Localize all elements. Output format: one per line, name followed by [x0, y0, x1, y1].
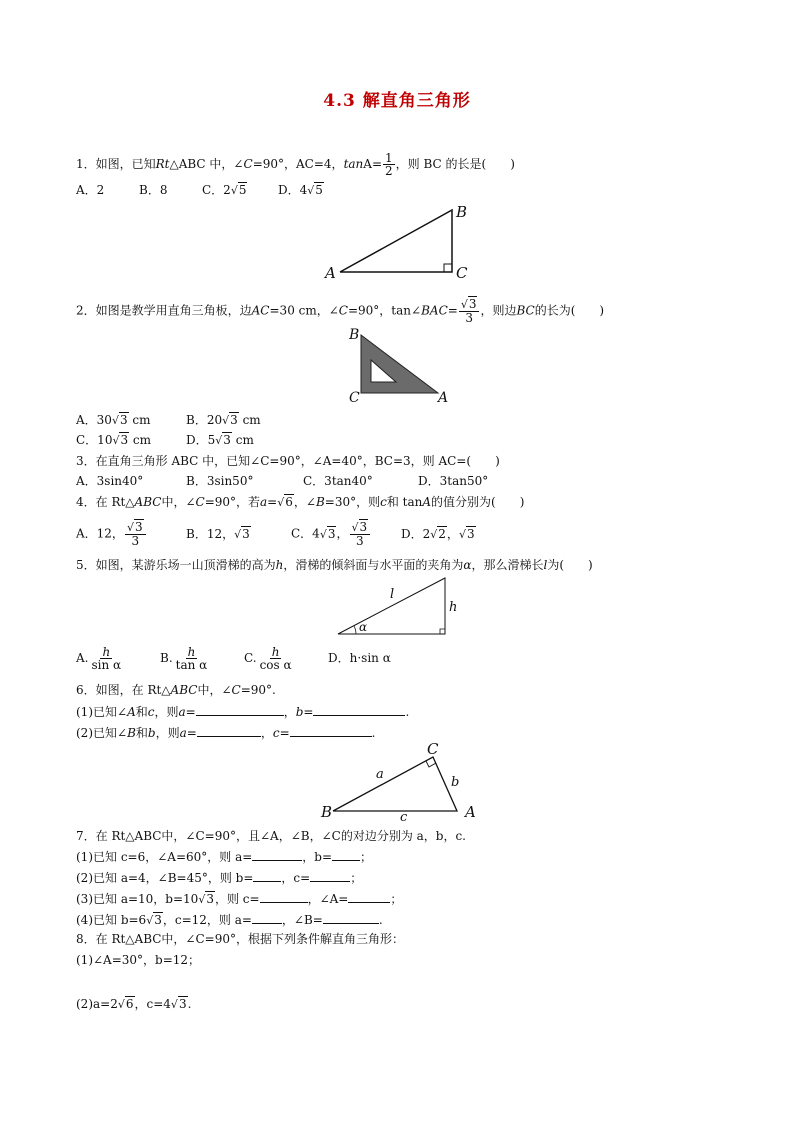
q5-options — [76, 642, 391, 674]
q6-var: c — [147, 705, 155, 719]
q6-stem — [76, 682, 276, 698]
answer-blank[interactable] — [323, 911, 379, 924]
option-text: B．12， — [186, 526, 235, 541]
q1-options — [76, 182, 324, 199]
sqrt-value: 3 — [327, 526, 336, 541]
q2-options-row2 — [76, 432, 254, 449]
option-text: C．2 — [202, 183, 231, 197]
sqrt-value: 6 — [285, 495, 293, 509]
q6-text: = — [279, 726, 290, 740]
q4-text: 中，∠ — [161, 495, 196, 509]
q7-text: ，∠A= — [307, 892, 349, 906]
sqrt-value: 3 — [468, 297, 477, 311]
right-angle-mark — [444, 264, 452, 272]
fraction-numerator: √3 — [350, 521, 371, 535]
set-square-shape — [361, 335, 438, 393]
option-text: A. — [76, 650, 89, 665]
q6-var: a — [179, 726, 187, 740]
q5-option-c — [244, 646, 328, 671]
q5-var: l — [543, 558, 548, 572]
fraction-denominator: 3 — [356, 534, 364, 548]
q5-stem — [76, 557, 593, 573]
option-text: D．5 — [186, 433, 216, 447]
separator: ， — [336, 526, 349, 541]
q1-text: 1．如图，已知 — [76, 157, 156, 171]
fraction-denominator: sin α — [91, 657, 122, 672]
q1-var: C — [243, 157, 253, 171]
page-title: 4.3 解直角三角形 — [323, 91, 471, 111]
q5-option-b — [160, 646, 244, 671]
q6-text: ，则 — [155, 726, 180, 740]
q6-text: (1)已知∠ — [76, 705, 128, 719]
q6-text: 和 — [135, 726, 148, 740]
q4-var: ABC — [134, 495, 162, 509]
q6-text: ，则 — [154, 705, 179, 719]
q7-part1 — [76, 848, 372, 865]
q8-text: (2)a=2 — [76, 997, 118, 1011]
q2-option-b: B．20√3 cm — [186, 413, 261, 427]
sqrt-value: 5 — [315, 183, 323, 197]
vertex-label-a: A — [465, 803, 476, 821]
q8-text: . — [187, 997, 192, 1011]
answer-blank[interactable] — [252, 911, 282, 924]
fraction-denominator: 2 — [385, 164, 393, 178]
option-text: A．12， — [76, 526, 124, 541]
answer-blank[interactable] — [253, 869, 281, 882]
answer-blank[interactable] — [197, 724, 261, 737]
q4-text: 4．在 Rt△ — [76, 495, 135, 509]
q5-slide-figure — [330, 572, 460, 640]
sqrt-value: 5 — [238, 183, 247, 197]
q6-text: ， — [283, 705, 296, 719]
q7-text: ，c=12，则 a= — [162, 913, 252, 927]
q7-text: (2)已知 a=4，∠B=45°，则 b= — [76, 871, 254, 885]
q2-option-c: C．10√3 cm — [76, 433, 152, 447]
fraction-numerator: h — [102, 644, 111, 659]
angle-arc — [354, 626, 356, 634]
q6-var: A — [127, 705, 136, 719]
answer-blank[interactable] — [310, 869, 350, 882]
q5-option-d: D．h·sin α — [328, 651, 391, 665]
q5-text: 为( ) — [547, 558, 593, 572]
unit: cm — [128, 413, 151, 427]
q7-text: ，则 c= — [214, 892, 260, 906]
sqrt-value: 2 — [438, 526, 446, 541]
q5-option-a — [76, 646, 160, 671]
q1-option-c — [202, 182, 278, 199]
q6-var: c — [272, 726, 280, 740]
q2-stem — [76, 298, 604, 324]
vertex-label-b: B — [321, 803, 333, 821]
q6-text: . — [371, 726, 376, 740]
fraction-denominator: 3 — [465, 311, 473, 325]
sqrt-value: 3 — [154, 913, 162, 927]
sqrt-value: 3 — [223, 433, 231, 447]
q3-option-b: B．3sin50° — [186, 474, 254, 488]
fraction — [258, 646, 294, 671]
unit: cm — [231, 433, 254, 447]
q6-text: (2)已知∠ — [76, 726, 128, 740]
side-label-b: b — [451, 775, 460, 790]
q3-option-c: C．3tan40° — [303, 474, 373, 488]
q8-part2: (2)a=2√6，c=4√3. — [76, 997, 192, 1011]
vertex-label-a: A — [325, 264, 336, 282]
option-text: C. — [244, 650, 257, 665]
q8-text: ，c=4 — [134, 997, 171, 1011]
side-label-a: a — [376, 767, 384, 782]
sqrt-value: 3 — [466, 526, 475, 541]
answer-blank[interactable] — [196, 703, 284, 716]
sqrt-value: 3 — [120, 433, 129, 447]
option-text: B．20 — [186, 413, 223, 427]
q7-part2 — [76, 869, 362, 886]
q3-stem: 3．在直角三角形 ABC 中，已知∠C=90°，∠A=40°，BC=3，则 AC=( ) — [76, 454, 500, 468]
sqrt-value: 3 — [119, 413, 128, 427]
sqrt-value: 3 — [230, 413, 238, 427]
fraction-numerator: 1 — [385, 151, 393, 165]
fraction-denominator: 3 — [131, 534, 140, 548]
q2-text: = — [447, 303, 458, 318]
q2-var: BAC — [421, 303, 448, 318]
q6-text: 中，∠ — [197, 683, 232, 697]
q6-text: 6．如图，在 Rt△ — [76, 683, 171, 697]
q4-var: C — [195, 495, 205, 509]
q7-text: (4)已知 b=6 — [76, 913, 147, 927]
q7-stem: 7．在 Rt△ABC中，∠C=90°，且∠A，∠B，∠C的对边分别为 a，b，c. — [76, 829, 467, 843]
q6-var: B — [127, 726, 136, 740]
q2-fraction — [459, 298, 480, 324]
q5-var: h — [275, 558, 284, 572]
unit: cm — [238, 413, 261, 427]
q2-text: 2．如图是教学用直角三角板，边 — [76, 303, 252, 318]
sqrt-value: 3 — [178, 997, 187, 1011]
q2-text: ，则边 — [480, 303, 517, 318]
q3-options — [76, 473, 488, 489]
q4-stem — [76, 494, 524, 511]
q2-text: 的长为( ) — [534, 303, 605, 318]
q7-part3: (3)已知 a=10，b=10√3，则 c= ，∠A= ； — [76, 892, 403, 906]
sqrt-value: 3 — [242, 526, 250, 541]
q6-var: ABC — [170, 683, 198, 697]
q6-part1 — [76, 703, 409, 720]
q8-stem: 8．在 Rt△ABC中，∠C=90°，根据下列条件解直角三角形： — [76, 932, 404, 946]
q1-fraction — [383, 152, 395, 177]
q6-triangle-figure — [330, 750, 470, 815]
q2-set-square-figure — [358, 330, 448, 400]
q2-options-row1 — [76, 412, 261, 429]
q7-text: ，∠B= — [281, 913, 323, 927]
sqrt-value: 3 — [206, 892, 214, 906]
option-text: B. — [160, 650, 173, 665]
q6-var: a — [178, 705, 186, 719]
q2-text: =30 cm，∠ — [269, 303, 339, 318]
q6-part2 — [76, 724, 375, 741]
fraction — [174, 646, 210, 671]
q6-text: = — [185, 705, 196, 719]
fraction-numerator: h — [187, 644, 196, 659]
vertex-label-c: C — [349, 390, 360, 406]
q1-text: △ABC 中，∠ — [169, 157, 244, 171]
fraction-denominator: cos α — [259, 657, 292, 672]
q2-var: AC — [251, 303, 270, 318]
q2-var: BC — [516, 303, 535, 318]
vertex-label-b: B — [349, 327, 360, 343]
vertex-label-b: B — [456, 203, 468, 221]
q1-option-a: A．2 — [76, 183, 105, 197]
fraction-denominator: tan α — [175, 657, 208, 672]
option-text: D．2 — [401, 526, 431, 541]
answer-blank[interactable] — [332, 848, 360, 861]
fraction-numerator: √3 — [459, 298, 480, 312]
q6-text: 和 — [135, 705, 148, 719]
option-text: C．10 — [76, 433, 113, 447]
q2-option-a: A．30√3 cm — [76, 413, 151, 427]
fraction — [125, 521, 146, 547]
q4-var: B — [315, 495, 325, 509]
q4-option-d: D．2√2，√3 — [401, 526, 475, 541]
q6-var: b — [147, 726, 156, 740]
q1-text: A= — [363, 157, 383, 171]
q4-option-c: C．4√3， $\frac{√3}{3}$ — [291, 521, 401, 547]
q1-tan: tan — [343, 157, 364, 171]
q5-text: ，滑梯的倾斜面与水平面的夹角为 — [283, 558, 464, 572]
q6-var: b — [295, 705, 304, 719]
option-text: D．4 — [278, 183, 308, 197]
q7-text: ； — [360, 850, 373, 864]
q5-text: 5．如图，某游乐场一山顶滑梯的高为 — [76, 558, 276, 572]
q3-option-a: A．3sin40° — [76, 474, 144, 488]
q4-var: A — [422, 495, 432, 509]
q7-text: . — [378, 913, 383, 927]
q6-text: . — [405, 705, 410, 719]
q1-option-d — [278, 182, 324, 199]
vertex-label-a: A — [438, 390, 449, 406]
slide-length-label: l — [390, 587, 395, 602]
sqrt: √6 — [277, 495, 293, 509]
vertex-label-c: C — [427, 740, 439, 758]
q1-rt: Rt — [155, 157, 170, 171]
fraction-numerator: √3 — [125, 521, 146, 535]
sqrt-value: 3 — [134, 520, 143, 534]
q2-var: C — [338, 303, 348, 318]
vertex-label-c: C — [456, 264, 468, 282]
q6-text: ， — [260, 726, 273, 740]
q4-text: 的值分别为( ) — [431, 495, 525, 509]
side-label-c: c — [400, 810, 408, 825]
sqrt: √5 — [230, 183, 247, 197]
q2-text: =90°，tan∠ — [347, 303, 422, 318]
q8-part1: (1)∠A=30°，b=12； — [76, 953, 201, 967]
q7-text: ； — [350, 871, 363, 885]
separator: ， — [446, 526, 459, 541]
sqrt-value: 3 — [359, 520, 368, 534]
q2-option-d: D．5√3 cm — [186, 433, 254, 447]
triangle-outline — [333, 757, 460, 811]
q4-text: ，∠ — [293, 495, 316, 509]
answer-blank[interactable] — [290, 724, 372, 737]
q6-var: C — [231, 683, 241, 697]
q6-text: = — [303, 705, 314, 719]
sqrt: √5 — [307, 183, 323, 197]
q7-text: ； — [390, 892, 403, 906]
q7-text: (1)已知 c=6，∠A=60°，则 a= — [76, 850, 253, 864]
q4-options — [76, 518, 476, 550]
answer-blank[interactable] — [252, 848, 302, 861]
q4-option-b: B．12，√3 — [186, 526, 250, 541]
q6-text: =90°. — [240, 683, 276, 697]
q4-text: 和 tan — [386, 495, 423, 509]
q7-part4: (4)已知 b=6√3，c=12，则 a= ，∠B= . — [76, 913, 383, 927]
answer-blank[interactable] — [260, 890, 308, 903]
q7-text: ，b= — [302, 850, 333, 864]
sqrt-value: 6 — [125, 997, 134, 1011]
q5-var: α — [463, 558, 472, 572]
q4-var: c — [380, 495, 387, 509]
q1-stem — [76, 152, 515, 177]
answer-blank[interactable] — [348, 890, 390, 903]
q1-text: =90°，AC=4， — [252, 157, 344, 171]
q7-text: (3)已知 a=10，b=10 — [76, 892, 199, 906]
triangle-outline — [340, 210, 452, 272]
option-text: A．30 — [76, 413, 112, 427]
q5-text: ，那么滑梯长 — [471, 558, 544, 572]
fraction-numerator: h — [271, 644, 280, 659]
q7-text: ，c= — [281, 871, 311, 885]
fraction — [350, 521, 371, 547]
right-angle-mark — [440, 629, 445, 634]
q6-text: = — [186, 726, 197, 740]
q4-text: =90°，若 — [204, 495, 261, 509]
slide-height-label: h — [449, 600, 458, 615]
option-text: C．4 — [291, 526, 320, 541]
q3-option-d: D．3tan50° — [418, 474, 489, 488]
q1-text: ，则 BC 的长是( ) — [395, 157, 515, 171]
q4-text: = — [267, 495, 278, 509]
answer-blank[interactable] — [313, 703, 405, 716]
angle-label: α — [359, 620, 368, 634]
q4-var: a — [260, 495, 268, 509]
q4-text: =30°，则 — [324, 495, 381, 509]
q1-option-b: B．8 — [139, 183, 168, 197]
fraction — [89, 646, 123, 671]
unit: cm — [129, 433, 152, 447]
q4-option-a — [76, 521, 186, 547]
